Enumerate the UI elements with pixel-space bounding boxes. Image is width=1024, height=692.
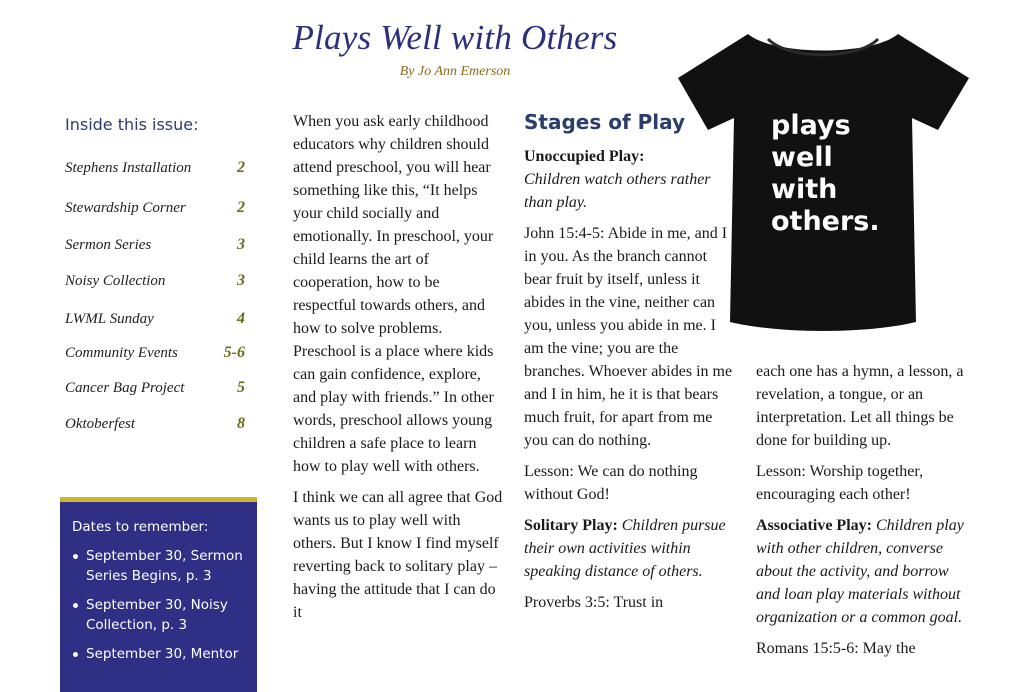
article-column-1 bbox=[293, 110, 503, 632]
play-stage bbox=[524, 514, 734, 583]
toc-item-label: Sermon Series bbox=[65, 237, 152, 253]
toc-item bbox=[65, 237, 245, 257]
toc-item bbox=[65, 200, 245, 220]
article-title: Plays Well with Others bbox=[292, 18, 618, 57]
dates-to-remember-box bbox=[60, 497, 257, 692]
body-paragraph: each one has a hymn, a lesson, a revelation, a tongue, or an interpretation. Let all things be done for building up. bbox=[756, 363, 964, 449]
tshirt-slogan-line: plays bbox=[771, 110, 851, 141]
play-stage-description: Children play with other children, converse about the activity, and borrow and loan play materials without organization or a common goal. bbox=[756, 517, 964, 626]
scripture-paragraph: John 15:4-5: Abide in me, and I in you. As the branch cannot bear fruit by itself, unless it abides in the vine, neither can you, unless you abide in me. I am the vine; you are the branches. Whoever abides in me and I in him, he it is that bears much fruit, for apart from me you can do nothing. bbox=[524, 225, 733, 449]
tshirt-slogan-line: others. bbox=[771, 206, 880, 237]
play-stage bbox=[756, 514, 966, 629]
toc-item-page: 8 bbox=[237, 415, 245, 432]
date-item: September 30, Mentor bbox=[72, 644, 255, 664]
toc-item-page: 2 bbox=[237, 199, 245, 216]
body-paragraph: When you ask early childhood educators why children should attend preschool, you will hear something like this, “It helps your child socially and emotionally. In preschool, your child learns the art of cooperation, how to be respectful towards others, and how to solve problems. Preschool is a place where kids can gain confidence, explore, and play with friends.” In other words, preschool allows young children a safe place to learn how to play well with others. bbox=[293, 113, 494, 475]
dates-box-title: Dates to remember: bbox=[72, 519, 209, 535]
lesson-paragraph: Lesson: Worship together, encouraging each other! bbox=[756, 463, 924, 503]
dates-list bbox=[72, 546, 255, 673]
toc-item bbox=[65, 380, 245, 400]
toc-item-page: 3 bbox=[237, 236, 245, 253]
date-item: September 30, Noisy Collection, p. 3 bbox=[72, 595, 255, 635]
tshirt-slogan-line: with bbox=[771, 174, 838, 205]
toc-item-label: LWML Sunday bbox=[65, 311, 154, 327]
play-stage-description: Children pursue their own activities within speaking distance of others. bbox=[524, 517, 726, 580]
toc-item bbox=[65, 311, 245, 331]
scripture-paragraph: Romans 15:5-6: May the bbox=[756, 640, 916, 657]
scripture-paragraph: Proverbs 3:5: Trust in bbox=[524, 594, 664, 611]
toc-item-page: 2 bbox=[237, 159, 245, 176]
toc-item-page: 3 bbox=[237, 272, 245, 289]
byline: By Jo Ann Emerson bbox=[399, 64, 511, 79]
toc-item-page: 5-6 bbox=[223, 344, 245, 361]
toc-item bbox=[65, 345, 245, 365]
section-heading: Stages of Play bbox=[524, 110, 686, 134]
play-stage-term: Unoccupied Play: bbox=[524, 148, 645, 165]
toc-item-label: Stewardship Corner bbox=[65, 200, 186, 216]
toc-item-label: Community Events bbox=[65, 345, 178, 361]
toc-item-label: Cancer Bag Project bbox=[65, 380, 185, 396]
lesson-paragraph: Lesson: We can do nothing without God! bbox=[524, 463, 698, 503]
play-stage-term: Solitary Play: bbox=[524, 517, 618, 534]
play-stage-description: Children watch others rather than play. bbox=[524, 171, 711, 211]
toc-item-page: 4 bbox=[237, 310, 245, 327]
toc-item-label: Oktoberfest bbox=[65, 416, 135, 432]
date-item: September 30, Sermon Series Begins, p. 3 bbox=[72, 546, 255, 586]
article-column-3 bbox=[756, 360, 966, 668]
toc-item-label: Noisy Collection bbox=[65, 273, 166, 289]
tshirt-slogan-line: well bbox=[771, 142, 833, 173]
body-paragraph: I think we can all agree that God wants us to play well with others. But I know I find myself reverting back to solitary play – having the attitude that I can do it bbox=[293, 489, 503, 621]
toc-item-page: 5 bbox=[237, 379, 245, 396]
toc-item bbox=[65, 416, 245, 436]
toc-heading: Inside this issue: bbox=[65, 115, 199, 134]
play-stage-term: Associative Play: bbox=[756, 517, 872, 534]
tshirt-image bbox=[676, 22, 971, 334]
toc-item bbox=[65, 273, 245, 293]
tshirt-slogan bbox=[771, 110, 880, 238]
toc-item-label: Stephens Installation bbox=[65, 160, 192, 176]
toc-item bbox=[65, 160, 245, 180]
